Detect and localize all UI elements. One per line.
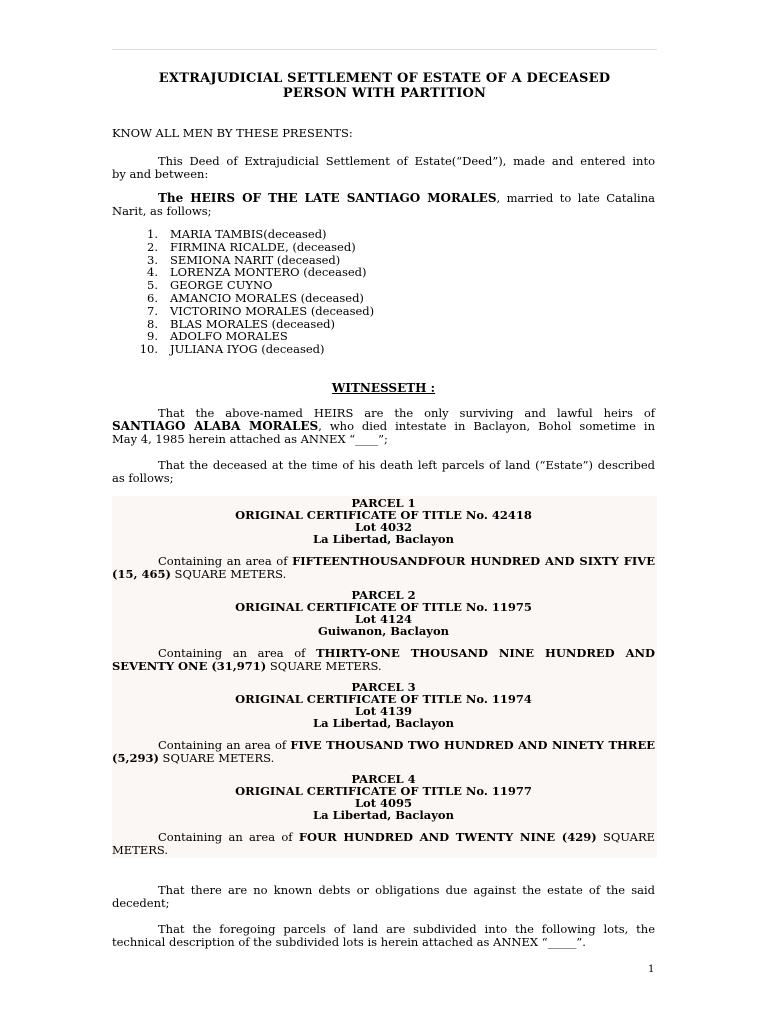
list-item: 8. BLAS MORALES (deceased)	[147, 316, 335, 331]
parcel-4-area-line-2: METERS.	[112, 843, 169, 857]
heirs-intro-bold: The HEIRS OF THE LATE SANTIAGO MORALES	[158, 191, 497, 205]
witnesseth-heading: WITNESSETH :	[331, 381, 436, 395]
list-item: 7. VICTORINO MORALES (deceased)	[147, 303, 375, 318]
para2-line-2: as follows;	[112, 471, 174, 485]
para3-line-2: decedent;	[112, 896, 170, 910]
parcel-2-header: PARCEL 2 ORIGINAL CERTIFICATE OF TITLE No. 11975 Lot 4124 Guiwanon, Baclayon	[235, 588, 532, 638]
document-title	[112, 71, 657, 101]
list-item: 9. ADOLFO MORALES	[147, 329, 288, 344]
para1-line-1: That the above-named HEIRS are the only surviving and lawful heirs of	[158, 406, 655, 420]
para1-line-3: May 4, 1985 herein attached as ANNEX “____”;	[112, 432, 388, 446]
deed-line-2: by and between:	[112, 167, 209, 181]
heirs-intro-rest: , married to late Catalina	[496, 191, 655, 205]
decedent-name: SANTIAGO ALABA MORALES	[112, 419, 319, 433]
para3-line-1: That there are no known debts or obligations due against the estate of the said	[158, 883, 655, 897]
para2-line-1: That the deceased at the time of his death left parcels of land (“Estate”) described	[158, 458, 655, 472]
title-line-2: PERSON WITH PARTITION	[282, 86, 487, 101]
page-number: 1	[648, 964, 655, 975]
parcel-3-area-line-1: Containing an area of FIVE THOUSAND TWO HUNDRED AND NINETY THREE	[158, 738, 656, 752]
heirs-intro-line-2: Narit, as follows;	[112, 204, 212, 218]
deed-line-1: This Deed of Extrajudicial Settlement of Estate(“Deed”), made and entered into	[158, 154, 655, 168]
list-item: 2. FIRMINA RICALDE, (deceased)	[147, 239, 356, 254]
heirs-list	[112, 228, 374, 356]
para4-line-2: technical description of the subdivided lots is herein attached as ANNEX “_____”.	[112, 935, 586, 949]
heirs-intro-line-1	[158, 192, 655, 205]
know-all-men: KNOW ALL MEN BY THESE PRESENTS:	[112, 126, 353, 140]
parcel-2-area-line-1: Containing an area of THIRTY-ONE THOUSAND NINE HUNDRED AND	[158, 646, 655, 660]
parcel-4-area-line-1: Containing an area of FOUR HUNDRED AND TWENTY NINE (429) SQUARE	[158, 830, 655, 844]
list-item: 10. JULIANA IYOG (deceased)	[139, 342, 325, 357]
parcel-2-area-line-2: SEVENTY ONE (31,971) SQUARE METERS.	[112, 659, 382, 673]
list-item: 4. LORENZA MONTERO (deceased)	[147, 265, 367, 280]
list-item: 5. GEORGE CUYNO	[147, 278, 273, 293]
list-item: 3. SEMIONA NARIT (deceased)	[147, 252, 341, 267]
parcel-3-header: PARCEL 3 ORIGINAL CERTIFICATE OF TITLE No. 11974 Lot 4139 La Libertad, Baclayon	[235, 680, 532, 730]
parcel-1-header: PARCEL 1 ORIGINAL CERTIFICATE OF TITLE No. 42418 Lot 4032 La Libertad, Baclayon	[235, 496, 532, 546]
parcel-3-area-line-2: (5,293) SQUARE METERS.	[112, 751, 275, 765]
para4-line-1: That the foregoing parcels of land are subdivided into the following lots, the	[158, 922, 655, 936]
parcel-1-area-line-1: Containing an area of FIFTEENTHOUSANDFOUR HUNDRED AND SIXTY FIVE	[158, 554, 655, 568]
parcel-4-header: PARCEL 4 ORIGINAL CERTIFICATE OF TITLE No. 11977 Lot 4095 La Libertad, Baclayon	[235, 772, 532, 822]
title-line-1: EXTRAJUDICIAL SETTLEMENT OF ESTATE OF A DECEASED	[158, 71, 611, 86]
list-item: 6. AMANCIO MORALES (deceased)	[147, 290, 364, 305]
list-item: 1. MARIA TAMBIS(deceased)	[147, 227, 327, 241]
top-rule	[112, 49, 657, 50]
parcel-1-area-line-2: (15, 465) SQUARE METERS.	[112, 567, 287, 581]
para1-line-2: SANTIAGO ALABA MORALES, who died intestate in Baclayon, Bohol sometime in	[112, 419, 655, 433]
